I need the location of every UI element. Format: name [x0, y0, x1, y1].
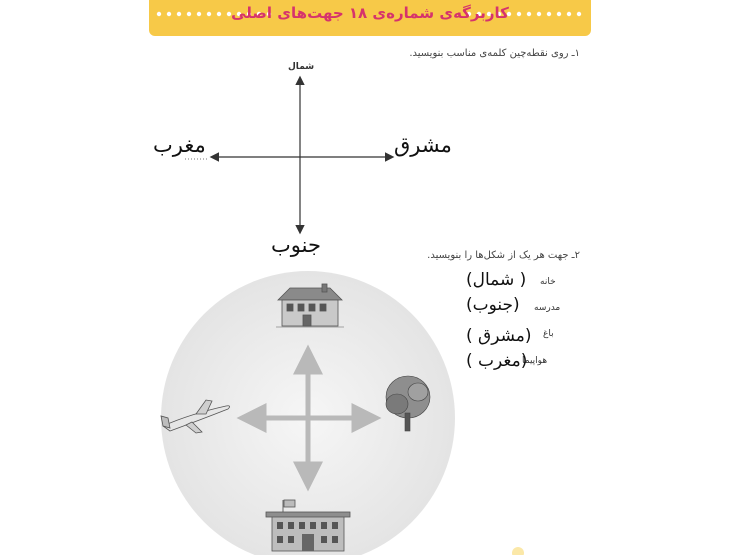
worksheet-title: کاربرگه‌ی شماره‌ی ۱۸ جهت‌های اصلی [231, 4, 509, 22]
item-label-house: خانه [540, 277, 556, 287]
south-answer: جنوب [271, 233, 321, 257]
item-label-garden: باغ [543, 329, 554, 339]
item-answer-garden: (مشرق ) [466, 326, 532, 346]
decor-mark [512, 547, 524, 555]
item-answer-house: ( شمال) [466, 270, 527, 290]
north-label: شمال [288, 62, 315, 72]
question-1-instruction: ۱ـ روی نقطه‌چین کلمه‌ی مناسب بنویسید. [409, 48, 580, 59]
east-answer: مشرق [394, 133, 452, 157]
item-answer-school: (جنوب) [466, 295, 520, 315]
west-answer: مغرب [153, 133, 206, 157]
item-label-airplane: هواپیما [522, 356, 548, 366]
question-2-instruction: ۲ـ جهت هر یک از شکل‌ها را بنویسید. [427, 250, 580, 261]
item-answer-airplane: (مغرب ) [466, 351, 528, 371]
item-label-school: مدرسه [534, 303, 561, 313]
